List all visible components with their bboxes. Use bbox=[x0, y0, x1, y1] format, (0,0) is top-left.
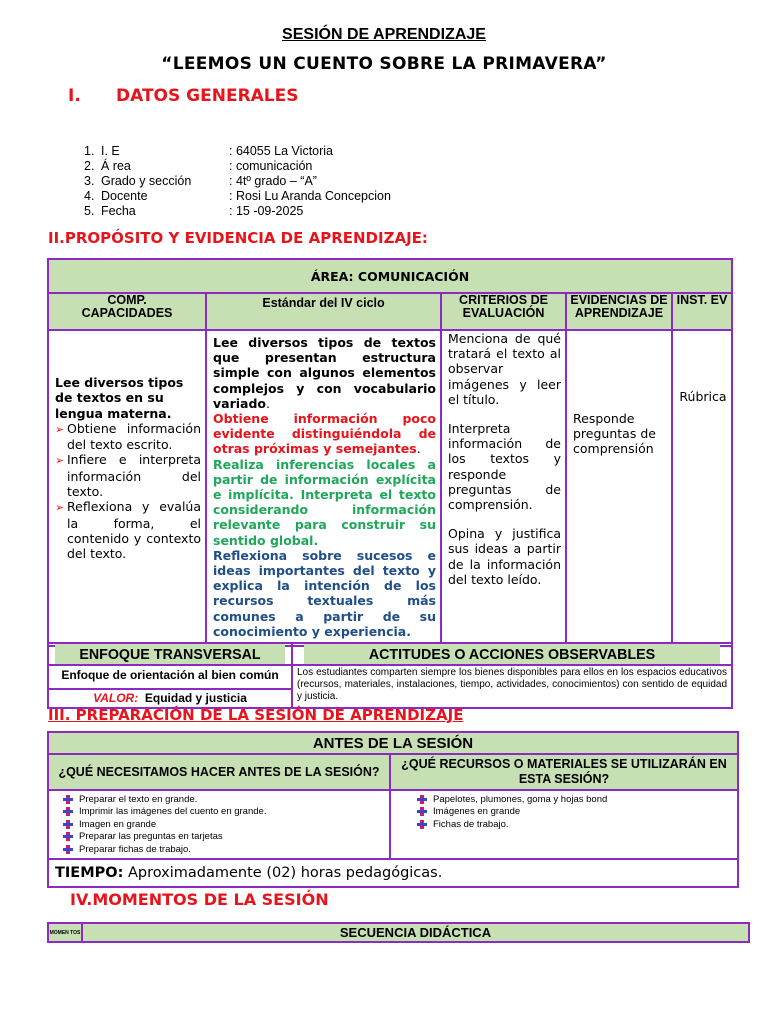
actitudes-header: ACTITUDES O ACCIONES OBSERVABLES bbox=[303, 643, 721, 665]
bullet-icon bbox=[63, 795, 73, 804]
estandar-header: Estándar del IV ciclo bbox=[206, 293, 441, 330]
capacidad-item: ➢ Obtiene información del texto escrito. bbox=[55, 420, 201, 453]
estandar-text: Lee diversos tipos de textos que presentan estructura simple con algunos elementos complejos y con vocabulario variado bbox=[213, 335, 436, 411]
evidencia-cell: Responde preguntas de comprensión bbox=[566, 330, 672, 646]
bullet-icon bbox=[417, 795, 427, 804]
area-header: ÁREA: COMUNICACIÓN bbox=[48, 259, 732, 293]
estandar-cell: Lee diversos tipos de textos que presentan estructura simple con algunos elementos complejos y con vocabulario variado. Obtiene información poco evidente distinguiéndola de otras próximas y semejantes. Realiza inferencias locales a partir de información explícita e implícita. Interpreta el texto considerando información relevante para construir su sentido global. Reflexiona sobre sucesos e ideas importantes del texto y explica la intención de los recursos textuales más comunes a partir de su conocimiento y experiencia. bbox=[206, 330, 441, 646]
list-item: Preparar fichas de trabajo. bbox=[63, 844, 387, 856]
criterio-item: Interpreta información de los textos y responde preguntas de comprensión. bbox=[448, 421, 561, 513]
recursos-list bbox=[390, 790, 738, 859]
bullet-icon bbox=[63, 845, 73, 854]
evidencias-header: EVIDENCIAS DE APRENDIZAJE bbox=[566, 293, 672, 330]
arrow-icon: ➢ bbox=[55, 454, 65, 468]
section-label: DATOS GENERALES bbox=[116, 86, 299, 106]
section-momentos: IV.MOMENTOS DE LA SESIÓN bbox=[70, 890, 329, 909]
capacidades-cell bbox=[48, 330, 206, 646]
q-recursos-header: ¿QUÉ RECURSOS O MATERIALES SE UTILIZARÁN EN ESTA SESIÓN? bbox=[390, 754, 738, 790]
criterio-item: Opina y justifica sus ideas a partir de la información del texto leído. bbox=[448, 526, 561, 587]
list-item: Imprimir las imágenes del cuento en grande. bbox=[63, 806, 387, 818]
estandar-reflexiona: Reflexiona sobre sucesos e ideas importantes del texto y explica la intención de los recursos textuales más comunes a partir de su conocimiento y experiencia. bbox=[213, 547, 436, 639]
preparacion-table bbox=[47, 731, 739, 888]
momentos-header: MOMEN TOS bbox=[48, 923, 82, 942]
instrumento-cell: Rúbrica bbox=[672, 330, 732, 646]
section-proposito: II.PROPÓSITO Y EVIDENCIA DE APRENDIZAJE: bbox=[48, 229, 428, 247]
bullet-icon bbox=[417, 820, 427, 829]
section-preparacion: III. PREPARACIÓN DE LA SESIÓN DE APRENDIZAJE bbox=[48, 706, 464, 724]
capacidad-item: ➢ Infiere e interpreta información del texto. bbox=[55, 452, 201, 500]
enfoque-table bbox=[47, 642, 733, 709]
page-title: SESIÓN DE APRENDIZAJE bbox=[282, 26, 486, 43]
capacidad-item: ➢ Reflexiona y evalúa la forma, el contenido y contexto del texto. bbox=[55, 499, 201, 562]
estandar-obtiene: Obtiene información poco evidente distinguiéndola de otras próximas y semejantes bbox=[213, 411, 436, 457]
tareas-list bbox=[48, 790, 390, 859]
arrow-icon: ➢ bbox=[55, 501, 65, 515]
session-subtitle: “LEEMOS UN CUENTO SOBRE LA PRIMAVERA” bbox=[161, 54, 607, 74]
list-item: Fichas de trabajo. bbox=[417, 819, 735, 831]
inst-header: INST. EV bbox=[672, 293, 732, 330]
list-item: Imágenes en grande bbox=[417, 806, 735, 818]
estandar-infiere: Realiza inferencias locales a partir de información explícita e implícita. Interpreta el texto considerando información relevante para construir su sentido global. bbox=[213, 456, 436, 548]
section-datos-generales bbox=[68, 86, 299, 106]
competencia: Lee diversos tipos de textos en su lengua materna. bbox=[55, 375, 184, 421]
section-number: I. bbox=[68, 86, 81, 106]
proposito-table bbox=[47, 258, 733, 647]
cap-header: COMP. CAPACIDADES bbox=[48, 293, 206, 330]
datos-row: 3. Grado y sección : 4tº grado – “A” bbox=[84, 174, 317, 188]
bullet-icon bbox=[63, 807, 73, 816]
datos-row: 4. Docente : Rosi Lu Aranda Concepcion bbox=[84, 189, 391, 203]
list-item: Imagen en grande bbox=[63, 819, 387, 831]
q-hacer-header: ¿QUÉ NECESITAMOS HACER ANTES DE LA SESIÓN? bbox=[48, 754, 390, 790]
bullet-icon bbox=[63, 820, 73, 829]
list-item: Preparar el texto en grande. bbox=[63, 794, 387, 806]
enfoque-name: Enfoque de orientación al bien común bbox=[49, 666, 291, 690]
criterio-item: Menciona de qué tratará el texto al observar imágenes y leer el título. bbox=[448, 331, 561, 407]
secuencia-header: SECUENCIA DIDÁCTICA bbox=[82, 923, 749, 942]
criterios-header: CRITERIOS DE EVALUACIÓN bbox=[441, 293, 566, 330]
bullet-icon bbox=[417, 807, 427, 816]
bullet-icon bbox=[63, 832, 73, 841]
list-item: Preparar las preguntas en tarjetas bbox=[63, 831, 387, 843]
arrow-icon: ➢ bbox=[55, 422, 65, 436]
enfoque-cell bbox=[48, 665, 292, 708]
datos-row: 5. Fecha : 15 -09-2025 bbox=[84, 204, 304, 218]
momentos-table bbox=[47, 922, 750, 943]
actitudes-text: Los estudiantes comparten siempre los bienes disponibles para ellos en los espacios educativos (recursos, materiales, instalaciones, tiempo, actividades, conocimientos) con sentido de equidad y justicia. bbox=[292, 665, 732, 708]
valor-row: VALOR: Equidad y justicia bbox=[93, 691, 247, 705]
datos-row: 1. I. E : 64055 La Victoria bbox=[84, 144, 334, 158]
datos-row: 2. Á rea : comunicación bbox=[84, 159, 313, 173]
tiempo-row: TIEMPO: Aproximadamente (02) horas pedagógicas. bbox=[48, 859, 738, 887]
criterios-cell bbox=[441, 330, 566, 646]
enfoque-transversal-header: ENFOQUE TRANSVERSAL bbox=[54, 643, 286, 665]
list-item: Papelotes, plumones, goma y hojas bond bbox=[417, 794, 735, 806]
antes-header: ANTES DE LA SESIÓN bbox=[48, 732, 738, 754]
